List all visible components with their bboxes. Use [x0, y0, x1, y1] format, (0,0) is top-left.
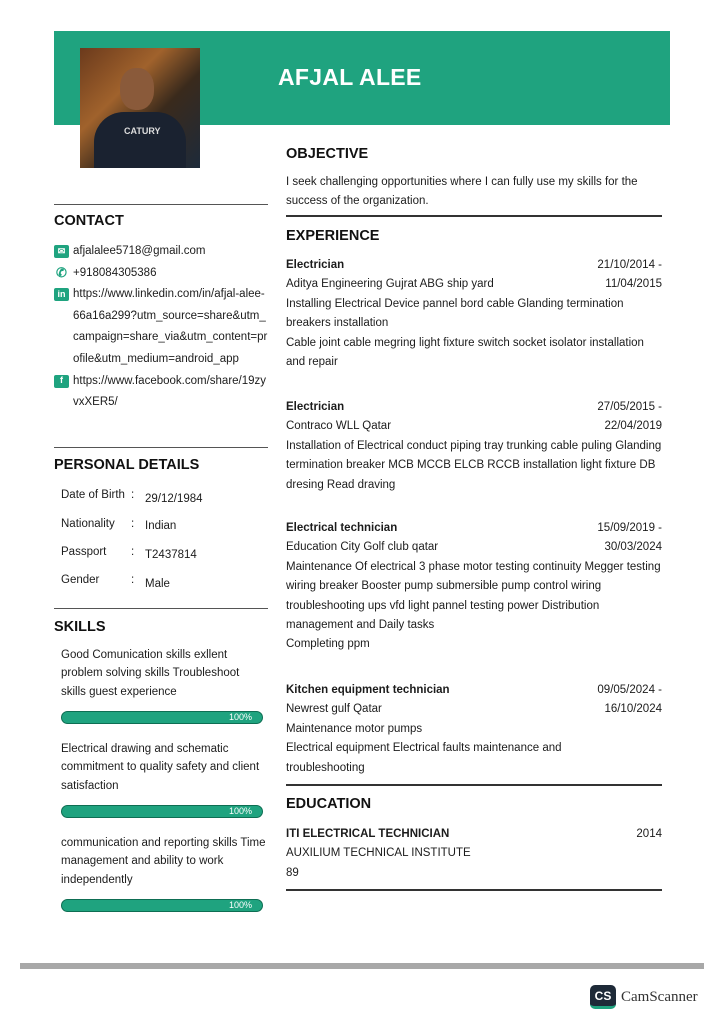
- personal-details-heading: PERSONAL DETAILS: [54, 457, 200, 473]
- job-start: 09/05/2024 -: [597, 684, 662, 696]
- experience-entry: [286, 519, 662, 655]
- job-role: Kitchen equipment technician: [286, 684, 450, 696]
- linkedin-icon: in: [54, 288, 69, 301]
- value: Indian: [145, 520, 177, 532]
- education-year: 2014: [636, 828, 662, 840]
- job-company: Education City Golf club qatar: [286, 541, 439, 554]
- email-text: afjalalee5718@gmail.com: [73, 245, 206, 257]
- job-desc: Cable joint cable megring light fixture switch socket isolator installation and repair: [286, 336, 644, 369]
- job-company: Newrest gulf Qatar: [286, 703, 382, 716]
- divider: [286, 889, 662, 891]
- divider: [54, 608, 268, 609]
- job-desc: Installing Electrical Device pannel bord cable Glanding termination breakers installation: [286, 297, 624, 330]
- contact-phone[interactable]: [54, 263, 268, 285]
- job-end: 30/03/2024: [604, 541, 662, 554]
- job-company: Aditya Engineering Gujrat ABG ship yard: [286, 278, 494, 291]
- label: Nationality: [61, 518, 115, 530]
- job-start: 27/05/2015 -: [597, 401, 662, 413]
- objective-heading: OBJECTIVE: [286, 146, 369, 162]
- camscanner-text: CamScanner: [621, 988, 698, 1005]
- experience-entry: [286, 398, 662, 495]
- job-desc: Completing ppm: [286, 638, 370, 651]
- job-end: 22/04/2019: [604, 420, 662, 433]
- label: Passport: [61, 546, 107, 558]
- contact-heading: CONTACT: [54, 213, 124, 229]
- skill-text: communication and reporting skills Time management and ability to work independently: [61, 837, 266, 886]
- contact-facebook[interactable]: [54, 371, 268, 414]
- job-end: 16/10/2024: [604, 703, 662, 716]
- job-desc: Maintenance motor pumps: [286, 722, 423, 735]
- experience-heading: EXPERIENCE: [286, 228, 380, 244]
- divider: [54, 447, 268, 448]
- dob-row: [61, 489, 203, 505]
- objective-text: I seek challenging opportunities where I can fully use my skills for the success of the organization.: [286, 176, 638, 208]
- job-desc: Installation of Electrical conduct piping tray trunking cable puling Glanding termination breaker MCB MCCB ELCB RCCB installation light fixture DB dresing Read draving: [286, 439, 662, 491]
- passport-row: [61, 546, 197, 561]
- job-role: Electrical technician: [286, 522, 398, 534]
- value: 29/12/1984: [145, 493, 203, 505]
- contact-linkedin[interactable]: [54, 284, 268, 370]
- scan-bottom-bar: [20, 963, 704, 969]
- value: T2437814: [145, 549, 197, 561]
- skills-heading: SKILLS: [54, 619, 106, 635]
- job-desc: Electrical equipment Electrical faults maintenance and troubleshooting: [286, 742, 562, 774]
- facebook-text: https://www.facebook.com/share/19zyvxXER5/: [73, 374, 267, 409]
- job-start: 21/10/2014 -: [597, 259, 662, 271]
- sep: :: [131, 546, 135, 558]
- education-heading: EDUCATION: [286, 796, 372, 812]
- sep: :: [131, 489, 135, 501]
- candidate-name: AFJAL ALEE: [278, 64, 422, 90]
- education-entry: [286, 825, 662, 883]
- sep: :: [131, 518, 135, 530]
- gender-row: [61, 574, 170, 590]
- linkedin-text: https://www.linkedin.com/in/afjal-alee-66a16a299?utm_source=share&utm_campaign=share_via&utm_content=profile&utm_medium=android_app: [73, 288, 268, 365]
- institute: AUXILIUM TECHNICAL INSTITUTE: [286, 847, 471, 860]
- mail-icon: ✉: [54, 245, 69, 258]
- skill-progress-bar: 100%: [61, 899, 263, 912]
- skill-text: Electrical drawing and schematic commitment to quality safety and client satisfaction: [61, 743, 260, 792]
- job-start: 15/09/2019 -: [597, 522, 662, 534]
- label: Gender: [61, 574, 100, 586]
- skill-progress-bar: 100%: [61, 711, 263, 724]
- job-role: Electrician: [286, 259, 345, 271]
- job-role: Electrician: [286, 401, 345, 413]
- contact-email[interactable]: [54, 241, 268, 263]
- job-desc: Maintenance Of electrical 3 phase motor testing continuity Megger testing wiring breaker Booster pump submersible pump control wiring troubleshooting ups vfd light pannel testing power Distribution management and Daily tasks: [286, 560, 661, 632]
- job-company: Contraco WLL Qatar: [286, 420, 392, 433]
- experience-entry: [286, 256, 662, 372]
- phone-text: +918084305386: [73, 266, 157, 279]
- camscanner-watermark: [590, 985, 698, 1009]
- label: Date of Birth: [61, 489, 125, 501]
- contact-list: [54, 241, 268, 414]
- divider: [54, 204, 268, 205]
- sep: :: [131, 574, 135, 586]
- score: 89: [286, 866, 299, 879]
- experience-entry: [286, 681, 662, 778]
- job-end: 11/04/2015: [605, 278, 662, 291]
- camscanner-logo-icon: CS: [590, 985, 616, 1009]
- skill-progress-bar: 100%: [61, 805, 263, 818]
- divider: [286, 784, 662, 786]
- profile-photo: CATURY: [80, 48, 200, 168]
- phone-icon: ✆: [56, 265, 67, 281]
- skill-text: Good Comunication skills exllent problem solving skills Troubleshoot skills guest experience: [61, 649, 240, 698]
- divider: [286, 215, 662, 217]
- facebook-icon: f: [54, 375, 69, 388]
- nationality-row: [61, 518, 176, 532]
- value: Male: [145, 578, 170, 590]
- degree: ITI ELECTRICAL TECHNICIAN: [286, 828, 450, 840]
